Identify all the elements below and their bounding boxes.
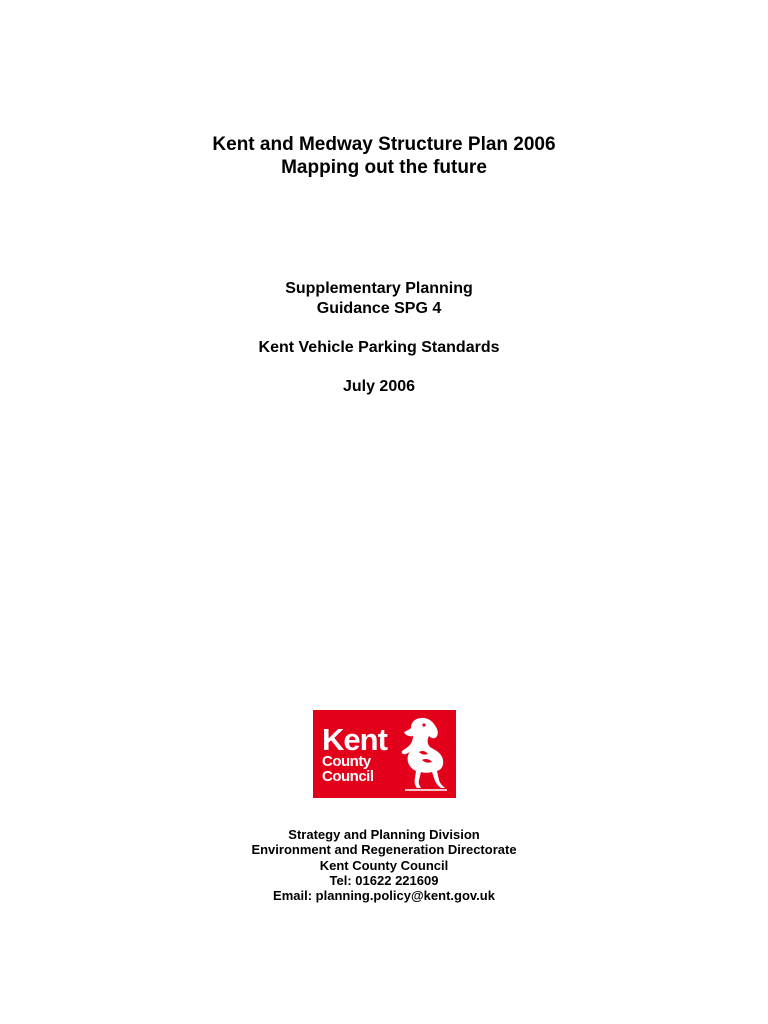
- contact-division: Strategy and Planning Division: [288, 827, 480, 842]
- contact-directorate: Environment and Regeneration Directorate: [251, 842, 517, 858]
- title-line-1: Kent and Medway Structure Plan 2006: [212, 134, 556, 155]
- contact-block: [0, 827, 768, 903]
- subtitle-block: [0, 279, 758, 397]
- guidance-line-2: Guidance SPG 4: [316, 300, 442, 317]
- title-line-2: Mapping out the future: [281, 157, 487, 178]
- contact-council: Kent County Council: [319, 857, 449, 873]
- kent-county-council-logo: [313, 710, 456, 798]
- logo-word-council: Council: [322, 768, 374, 785]
- logo-word-county: County: [322, 753, 371, 770]
- logo-word-kent: Kent: [322, 722, 387, 757]
- standards-title: Kent Vehicle Parking Standards: [258, 339, 500, 356]
- white-horse-icon: [397, 716, 449, 792]
- contact-tel: Tel: 01622 221609: [329, 872, 439, 888]
- contact-email: Email: planning.policy@kent.gov.uk: [273, 888, 495, 904]
- document-title: [0, 133, 768, 179]
- logo-wordmark: [322, 722, 387, 785]
- guidance-line-1: Supplementary Planning: [285, 280, 473, 297]
- document-date: July 2006: [342, 378, 416, 395]
